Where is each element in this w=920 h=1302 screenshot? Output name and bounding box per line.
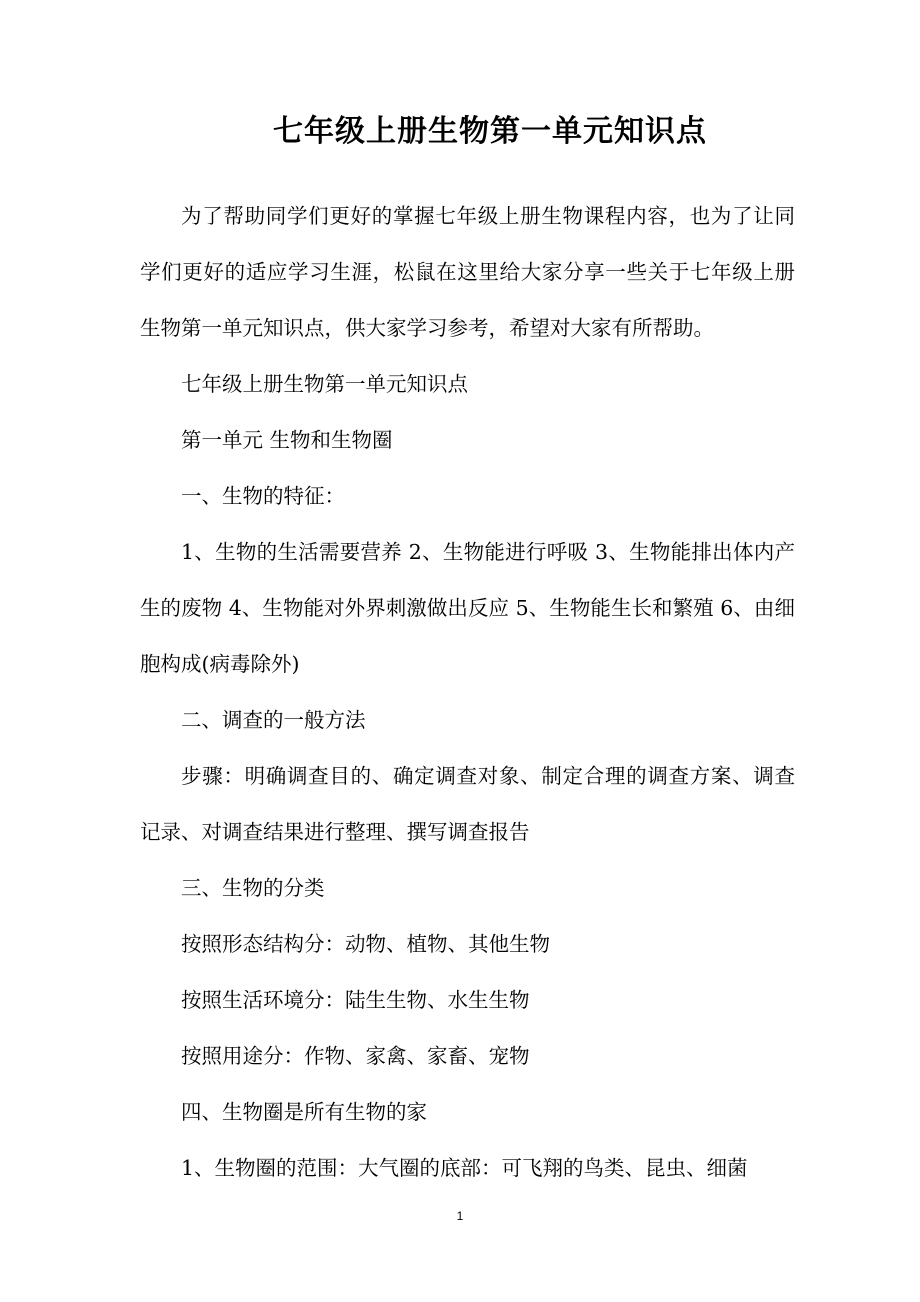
subsection-heading: 二、调查的一般方法 — [181, 708, 366, 732]
biosphere-paragraph: 1、生物圈的范围：大气圈的底部：可飞翔的鸟类、昆虫、细菌 — [181, 1156, 748, 1180]
subsection-heading: 一、生物的特征： — [181, 484, 345, 508]
page-number: 1 — [456, 1209, 464, 1223]
subsection-heading: 四、生物圈是所有生物的家 — [181, 1100, 427, 1124]
subsection-heading: 三、生物的分类 — [181, 876, 325, 900]
document-title: 七年级上册生物第一单元知识点 — [273, 114, 707, 149]
survey-steps-paragraph: 步骤：明确调查目的、确定调查对象、制定合理的调查方案、调查记录、对调查结果进行整理、撰写调查报告 — [140, 764, 795, 844]
unit-heading: 第一单元 生物和生物圈 — [181, 428, 393, 452]
document-body — [140, 188, 795, 1196]
classification-paragraph: 按照形态结构分：动物、植物、其他生物 — [181, 932, 550, 956]
classification-paragraph: 按照用途分：作物、家禽、家畜、宠物 — [181, 1044, 530, 1068]
intro-paragraph: 为了帮助同学们更好的掌握七年级上册生物课程内容，也为了让同学们更好的适应学习生涯，松鼠在这里给大家分享一些关于七年级上册生物第一单元知识点，供大家学习参考，希望对大家有所帮助。 — [140, 204, 795, 340]
classification-paragraph: 按照生活环境分：陆生生物、水生生物 — [181, 988, 530, 1012]
feature-list-paragraph: 1、生物的生活需要营养 2、生物能进行呼吸 3、生物能排出体内产生的废物 4、生物能对外界刺激做出反应 5、生物能生长和繁殖 6、由细胞构成(病毒除外) — [140, 540, 795, 676]
section-heading: 七年级上册生物第一单元知识点 — [181, 372, 468, 396]
